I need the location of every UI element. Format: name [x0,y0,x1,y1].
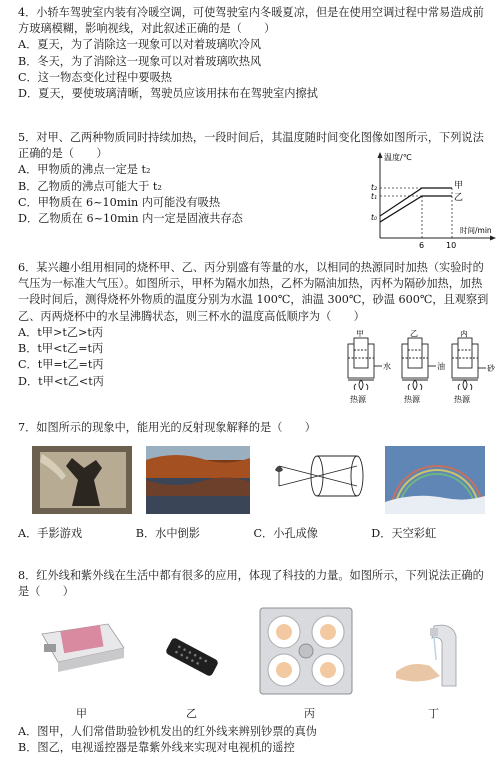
question-7-options [18,526,489,542]
figure-caption-yi: 乙 [186,707,197,720]
medium-label-water: 水 [383,362,391,371]
curve-label-yi: 乙 [454,193,464,203]
heat-source-label-3: 热源 [454,395,470,404]
question-5-option-b: B．乙物质的沸点可能大于 t₂ [18,179,162,193]
tick-t2: t₂ [371,183,377,192]
beaker-label-jia: 甲 [356,330,364,338]
curve-jia [380,188,452,216]
medium-label-sand: 砂 [487,364,495,373]
graph-y-label: 温度/℃ [384,153,412,162]
question-4-option-b: B．冬天，为了消除这一现象可以对着玻璃吹热风 [18,54,262,68]
curve-label-jia: 甲 [454,181,464,191]
medium-label-oil: 油 [437,362,445,371]
temperature-time-graph [368,150,498,252]
rainbow-image [385,446,485,514]
question-4-stem: 4．小轿车驾驶室内装有冷暖空调，可使驾驶室内冬暖夏凉，但是在使用空调过程中常易造成前方玻璃模糊，影响视线，对此叙述正确的是（ ） [18,6,484,36]
money-detector-image [28,604,132,676]
question-4-option-d: D．夏天，要使玻璃清晰，驾驶员应该用抹布在驾驶室内擦拭 [18,87,318,101]
question-7-option-b: B．水中倒影 [135,527,200,540]
question-8 [18,568,489,600]
question-8-options [18,724,489,756]
question-5-stem: 5．对甲、乙两种物质同时持续加热，一段时间后，其温度随时间变化图像如图所示，下列说法正确的是（ ） [18,131,484,161]
question-7-option-d: D．天空彩虹 [371,527,437,540]
question-4-option-a: A．夏天，为了消除这一现象可以对着玻璃吹冷风 [18,38,262,52]
water-reflection-image [146,446,250,514]
question-6-option-b: B．t甲<t乙=t丙 [18,342,104,356]
question-4-option-c: C．这一物态变化过程中要吸热 [18,70,172,84]
question-4 [18,5,489,102]
question-5-option-c: C．甲物质在 6~10min 内可能没有吸热 [18,195,221,209]
question-6-stem: 6．某兴趣小组用相同的烧杯甲、乙、丙分别盛有等量的水，以相同的热源同时加热（实验时的气压为一标准大气压）。如图所示，甲杯为隔水加热，乙杯为隔油加热，丙杯为隔砂加热，加热一段时间后，测得烧杯外物质的温度分别为水温 100℃，油温 300℃，砂温 600℃，且观察到乙、丙两烧杯中的水呈沸腾状态，则三杯水的温度高低顺序为（ ） [18,261,489,323]
figure-caption-ding: 丁 [428,707,439,720]
figure-caption-bing: 丙 [304,707,315,720]
figure-caption-jia: 甲 [76,707,87,720]
tv-remote-image [160,628,220,686]
question-8-option-b: B．图乙，电视遥控器是靠紫外线来实现对电视机的遥控 [18,741,295,755]
bathroom-heater-image [256,604,356,698]
question-7-option-c: C．小孔成像 [253,527,318,540]
question-6-option-a: A．t甲>t乙>t丙 [18,325,104,339]
question-5-option-a: A．甲物质的沸点一定是 t₂ [18,163,151,177]
graph-x-label: 时间/min [460,226,492,235]
tick-t0: t₀ [371,213,377,222]
question-7-option-a: A．手影游戏 [18,527,83,540]
question-7 [18,420,489,436]
question-8-stem: 8．红外线和紫外线在生活中都有很多的应用，体现了科技的力量。如图所示，下列说法正确的是（ ） [18,569,484,599]
tick-6: 6 [419,241,425,250]
question-6-option-d: D．t甲<t乙<t丙 [18,374,104,388]
hand-shadow-image [32,446,132,514]
beaker-label-bing: 丙 [460,330,468,338]
pinhole-imaging-image [265,446,369,512]
question-7-stem: 7．如图所示的现象中，能用光的反射现象解释的是（ ） [18,421,316,434]
heat-source-label-2: 热源 [404,395,420,404]
question-6-option-c: C．t甲=t乙=t丙 [18,358,104,372]
question-8-option-a: A．图甲，人们常借助验钞机发出的红外线来辨别钞票的真伪 [18,725,317,738]
heat-source-label-1: 热源 [350,395,366,404]
sensor-faucet-image [390,620,484,694]
question-5-option-d: D．乙物质在 6~10min 内一定是固液共存态 [18,212,243,226]
beaker-heating-figure [340,330,498,410]
tick-t1: t₁ [371,192,377,201]
beaker-label-yi: 乙 [410,330,418,338]
tick-10: 10 [446,241,457,250]
